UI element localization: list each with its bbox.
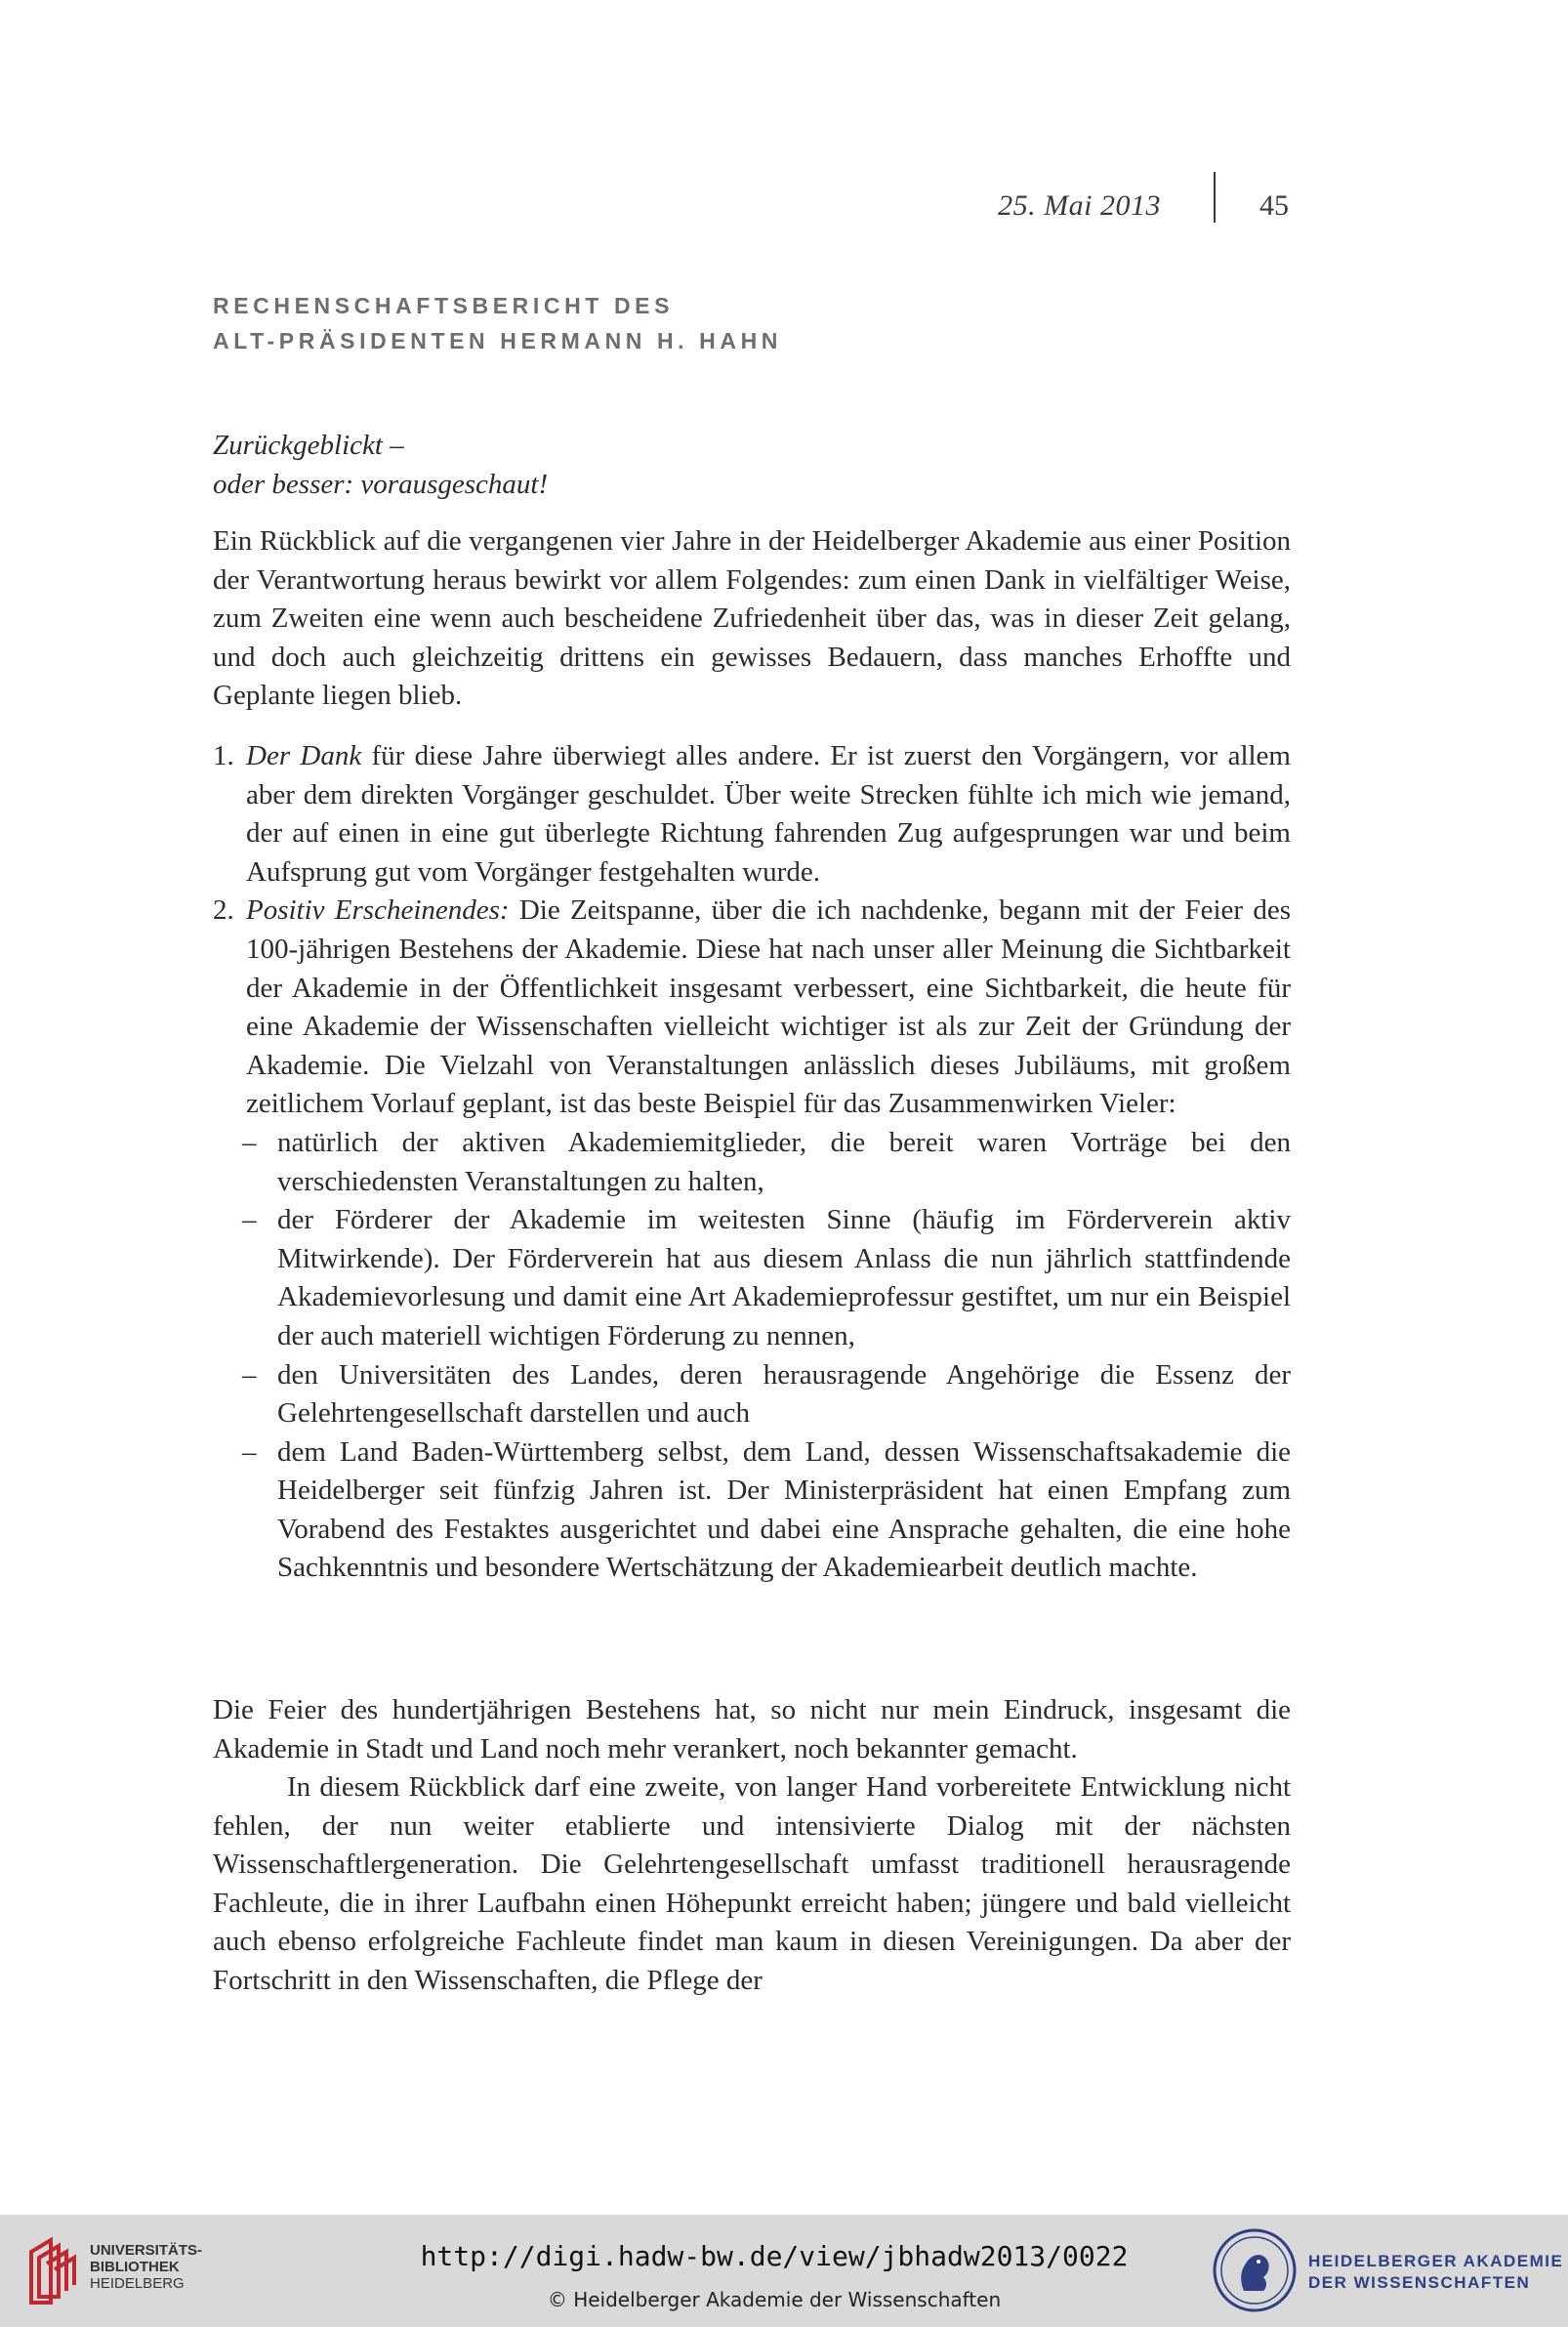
dash-item-text: dem Land Baden-Württemberg selbst, dem Land, dessen Wissenschaftsakademie die Heidelberger seit fünfzig Jahren ist. Der Ministerpräsident hat einen Empfang zum Vorabend des Festaktes ausgerichtet und dabei eine Ansprache gehalten, die eine hohe Sachkenntnis und besondere Wertschätzung der Akademiearbeit deutlich machte. (277, 1435, 1291, 1584)
dash-marker: – (242, 1435, 257, 1468)
dash-list-item (213, 1124, 1291, 1201)
subtitle (213, 427, 1291, 504)
page-number: 45 (1259, 189, 1289, 222)
dash-marker: – (242, 1126, 257, 1158)
dash-item-text: natürlich der aktiven Akademiemitglieder, die bereit waren Vorträge bei den verschiedensten Veranstaltungen zu halten, (277, 1126, 1291, 1197)
dash-list-item (213, 1201, 1291, 1355)
list-number: 2. (213, 894, 234, 927)
hadw-line-2: DER WISSENSCHAFTEN (1308, 2273, 1531, 2292)
copyright-notice: © Heidelberger Akademie der Wissenschaften (547, 2288, 1002, 2311)
hadw-wordmark (1308, 2251, 1563, 2294)
section-heading (213, 288, 782, 358)
section-heading-line-1: RECHENSCHAFTSBERICHT DES (213, 293, 675, 318)
ub-line-3: HEIDELBERG (90, 2275, 185, 2292)
hadw-line-1: HEIDELBERGER AKADEMIE (1308, 2252, 1564, 2270)
running-head-date: 25. Mai 2013 (998, 189, 1161, 222)
section-heading-line-2: ALT-PRÄSIDENTEN HERMANN H. HAHN (213, 328, 783, 353)
dash-item-text: den Universitäten des Landes, deren herausragende Angehörige die Essenz der Gelehrtengesellschaft darstellen und auch (277, 1358, 1291, 1430)
hadw-seal-icon[interactable] (1211, 2226, 1299, 2314)
permalink-url[interactable]: http://digi.hadw-bw.de/view/jbhadw2013/0022 (420, 2240, 1129, 2272)
list-number: 1. (213, 740, 234, 771)
list-item-positiv (213, 892, 1291, 1124)
dash-marker: – (242, 1204, 257, 1236)
list-item-dank (213, 737, 1291, 892)
footer-bar (0, 2215, 1568, 2327)
paragraph-rueckblick: In diesem Rückblick darf eine zweite, von langer Hand vorbereitete Entwicklung nicht fehlen, der nun weiter etablierte und intensivierte Dialog mit der nächsten Wissenschaftlergeneration. Die Gelehrtengesellschaft umfasst traditionell herausragende Fachleute, die in ihrer Laufbahn einen Höhepunkt erreicht haben; jüngere und bald vielleicht auch ebenso erfolgreiche Fachleute findet man kaum in diesen Vereinigungen. Da aber der Fortschritt in den Wissenschaften, die Pflege der (213, 1771, 1291, 1996)
dash-item-text: der Förderer der Akademie im weitesten Sinne (häufig im Förderverein aktiv Mitwirkende). Der Förderverein hat aus diesem Anlass die nun jährlich stattfindende Akademievorlesung und damit eine Art Akademieprofessur gestiftet, um nur ein Beispiel der auch materiell wichtigen Förderung zu nennen, (277, 1204, 1291, 1351)
list-item-lead: Der Dank (246, 740, 362, 771)
ub-line-1: UNIVERSITÄTS- (90, 2242, 203, 2259)
subtitle-line-1: Zurückgeblickt – (213, 430, 404, 461)
list-item-text: für diese Jahre überwiegt alles andere. Er ist zuerst den Vorgängern, vor allem aber dem direkten Vorgänger geschuldet. Über weite Strecken fühlte ich mich wie jemand, der auf einen in eine gut überlegte Richtung fahrenden Zug aufgesprungen war und beim Aufsprung gut vom Vorgänger festgehalten wurde. (246, 740, 1291, 888)
list-item-text: Die Zeitspanne, über die ich nachdenke, begann mit der Feier des 100-jährigen Bestehens der Akademie. Diese hat nach unser aller Meinung die Sichtbarkeit der Akademie in der Öffentlichkeit insgesamt verbessert, eine Sichtbarkeit, die heute für eine Akademie der Wissenschaften vielleicht wichtiger ist als zur Zeit der Gründung der Akademie. Die Vielzahl von Veranstaltungen anlässlich dieses Jubiläums, mit großem zeitlichem Vorlauf geplant, ist das beste Beispiel für das Zusammenwirken Vieler: (246, 894, 1291, 1120)
dash-list-item (213, 1434, 1291, 1588)
running-head (0, 186, 1568, 234)
dash-list-item (213, 1356, 1291, 1434)
dash-marker: – (242, 1358, 257, 1391)
paragraph-feier: Die Feier des hundertjährigen Bestehens hat, so nicht nur mein Eindruck, insgesamt die Akademie in Stadt und Land noch mehr verankert, noch bekannter gemacht. (213, 1694, 1291, 1765)
ub-line-2: BIBLIOTHEK (90, 2259, 180, 2275)
list-item-lead: Positiv Erscheinendes: (246, 894, 510, 927)
subtitle-line-2: oder besser: vorausgeschaut! (213, 468, 549, 500)
intro-paragraph: Ein Rückblick auf die vergangenen vier Jahre in der Heidelberger Akademie aus einer Position der Verantwortung heraus bewirkt vor allem Folgendes: zum einen Dank in vielfältiger Weise, zum Zweiten eine wenn auch bescheidene Zufriedenheit über das, was in dieser Zeit gelang, und doch auch gleichzeitig drittens ein gewisses Bedauern, dass manches Erhoffte und Geplante liegen blieb. (213, 525, 1291, 712)
running-head-divider (1214, 172, 1216, 223)
numbered-list (213, 737, 1291, 1588)
